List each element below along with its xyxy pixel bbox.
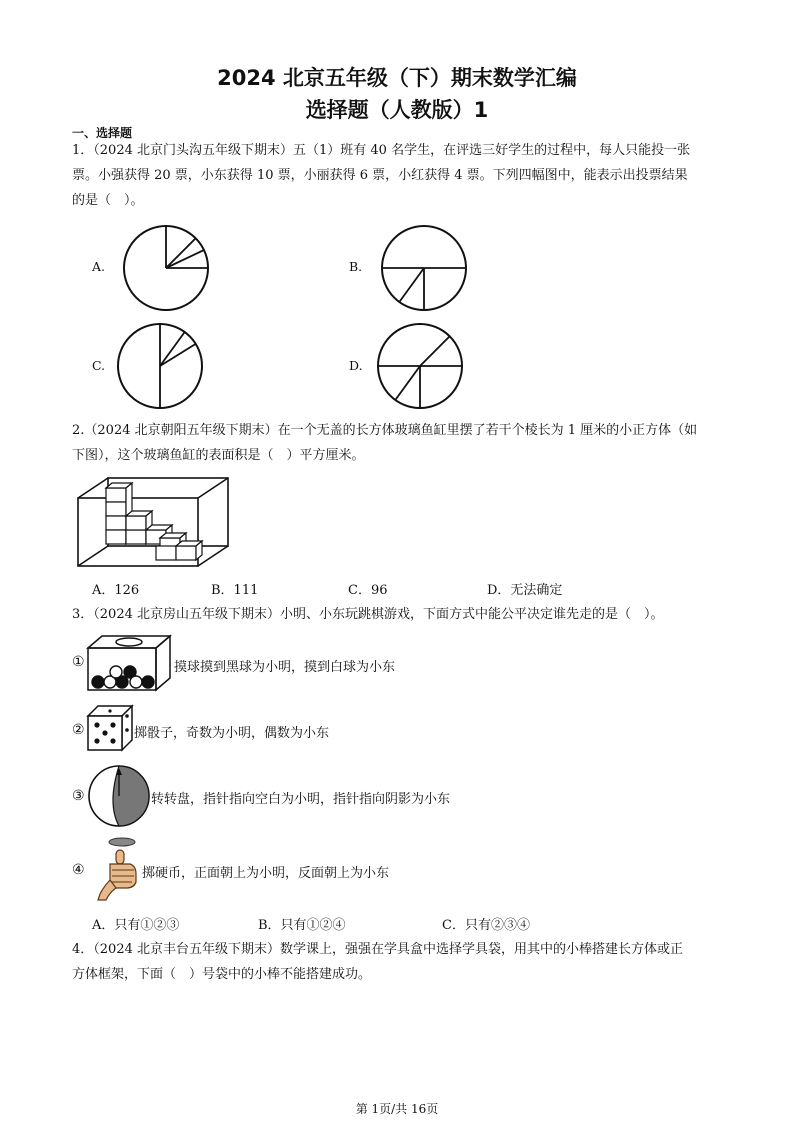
pie-chart-c xyxy=(116,322,204,410)
q2-option-b: B．111 xyxy=(211,583,259,598)
dice-figure xyxy=(86,704,134,752)
item-2-number: ② xyxy=(72,722,85,738)
item-1-text: 摸球摸到黑球为小明，摸到白球为小东 xyxy=(174,660,396,675)
question-2-line-2: 下图），这个玻璃鱼缸的表面积是（ ）平方厘米。 xyxy=(72,448,365,463)
page-footer: 第 1页/共 16页 xyxy=(355,1102,439,1116)
q2-option-d: D．无法确定 xyxy=(487,583,563,598)
q3-option-c: C．只有②③④ xyxy=(442,918,530,933)
pie-chart-d xyxy=(376,322,464,410)
ball-box-figure xyxy=(86,634,174,692)
section-heading: 一、选择题 xyxy=(72,126,133,140)
spinner-figure xyxy=(87,764,151,828)
pie-chart-a xyxy=(122,224,210,312)
q2-option-c: C．96 xyxy=(348,583,388,598)
question-3-line-1: 3．（2024 北京房山五年级下期末）小明、小东玩跳棋游戏，下面方式中能公平决定谁先走的是（ ）。 xyxy=(72,607,664,622)
item-2-text: 掷骰子，奇数为小明，偶数为小东 xyxy=(134,726,330,741)
question-4-line-1: 4．（2024 北京丰台五年级下期末）数学课上，强强在学具盒中选择学具袋，用其中的小棒搭建长方体或正 xyxy=(72,942,683,957)
q3-option-b: B．只有①②④ xyxy=(258,918,346,933)
item-4-number: ④ xyxy=(72,862,85,878)
coin-toss-figure xyxy=(96,836,142,902)
q2-option-a: A．126 xyxy=(92,583,140,598)
option-c-label: C. xyxy=(92,358,106,373)
option-d-label: D. xyxy=(349,358,363,373)
q3-option-a: A．只有①②③ xyxy=(92,918,180,933)
item-1-number: ① xyxy=(72,654,85,670)
pie-chart-b xyxy=(380,224,468,312)
page-subtitle: 选择题（人教版）1 xyxy=(305,98,489,122)
item-3-text: 转转盘，指针指向空白为小明，指针指向阴影为小东 xyxy=(151,792,451,807)
page-title: 2024 北京五年级（下）期末数学汇编 xyxy=(217,66,577,90)
fish-tank-figure xyxy=(76,476,236,568)
question-1-line-1: 1．（2024 北京门头沟五年级下期末）五（1）班有 40 名学生，在评选三好学生的过程中，每人只能投一张 xyxy=(72,143,691,158)
item-4-text: 掷硬币，正面朝上为小明，反面朝上为小东 xyxy=(142,866,390,881)
question-4-line-2: 方体框架，下面（ ）号袋中的小棒不能搭建成功。 xyxy=(72,967,372,982)
option-a-label: A. xyxy=(92,259,106,274)
question-2-line-1: 2.（2024 北京朝阳五年级下期末）在一个无盖的长方体玻璃鱼缸里摆了若干个棱长为 1 厘米的小正方体（如 xyxy=(72,423,698,438)
question-1-line-2: 票。小强获得 20 票，小东获得 10 票，小丽获得 6 票，小红获得 4 票。下列四幅图中，能表示出投票结果 xyxy=(72,168,688,183)
item-3-number: ③ xyxy=(72,788,85,804)
question-1-line-3: 的是（ ）。 xyxy=(72,193,144,208)
option-b-label: B. xyxy=(349,259,363,274)
